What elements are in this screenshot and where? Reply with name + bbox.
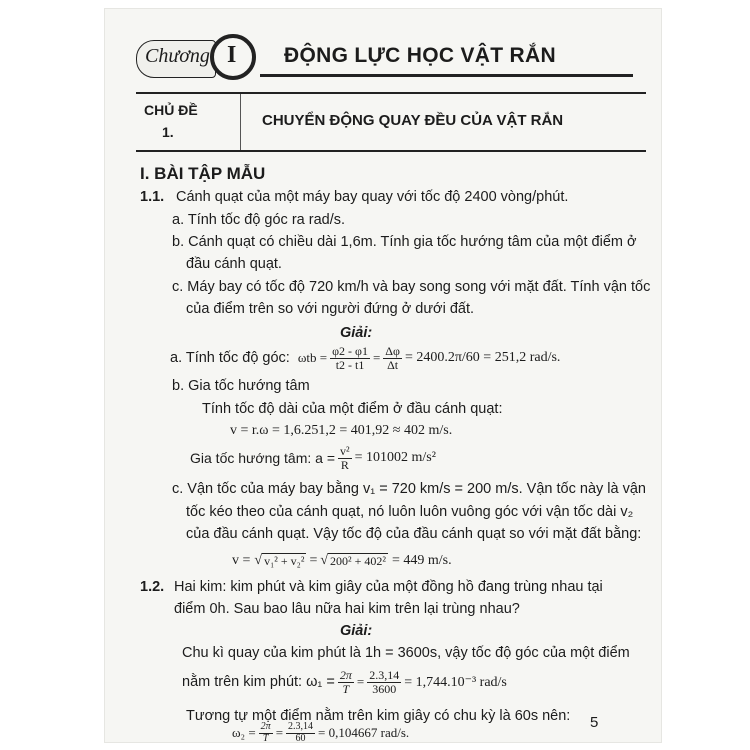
chu-de-number: 1.	[162, 124, 174, 140]
fraction-dphi-dt	[330, 345, 370, 371]
omega-tb: ωtb =	[297, 350, 328, 365]
fraction-2pi-t-2	[259, 722, 273, 744]
solution-a-equation	[170, 338, 560, 378]
problem-1-1-c-line2: của điểm trên so với người đứng ở dưới đất.	[186, 301, 475, 317]
solution-a-label: a. Tính tốc độ góc:	[170, 350, 290, 366]
fraction-numerator: v²	[340, 443, 350, 458]
solution-b-equation-1: v = r.ω = 1,6.251,2 = 401,92 ≈ 402 m/s.	[230, 423, 453, 438]
chapter-header	[136, 38, 636, 84]
equals-sign: =	[275, 725, 284, 740]
problem-1-2-text-line2: điểm 0h. Sau bao lâu nữa hai kim trên lại trùng nhau?	[174, 601, 520, 617]
problem-1-2-number: 1.2.	[140, 579, 165, 595]
chuong-word: Chương	[145, 45, 210, 67]
fraction-delta	[383, 345, 402, 371]
sqrt-expression-1: v₁² + v₂²	[264, 554, 305, 568]
fraction-denominator: t2 - t1	[335, 357, 365, 372]
problem-1-1-number: 1.1.	[140, 189, 165, 205]
fraction-numerator: 2.3,14	[369, 667, 400, 682]
fraction-2pi-t	[338, 669, 354, 695]
omega2-result: = 0,104667 rad/s.	[318, 725, 410, 740]
solution-b-text: Tính tốc độ dài của một điểm ở đầu cánh quạt:	[202, 401, 503, 417]
fraction-numerator: 2π	[339, 667, 352, 682]
problem-1-1-c-line1: c. Máy bay có tốc độ 720 km/h và bay song song với mặt đất. Tính vận tốc	[172, 279, 651, 295]
solution-c-equation: v = √ v₁² + v₂² = √ 200² + 402² = 449 m/s.	[232, 553, 452, 568]
problem-1-1-text: Cánh quạt của một máy bay quay với tốc độ 2400 vòng/phút.	[176, 189, 569, 205]
problem-1-1-b-line1: b. Cánh quạt có chiều dài 1,6m. Tính gia tốc hướng tâm của một điểm ở	[172, 234, 637, 250]
fraction-numerator: φ2 - φ1	[332, 343, 368, 358]
solution-c-line1: c. Vận tốc của máy bay bằng v₁ = 720 km/s = 200 m/s. Vận tốc này là vận	[172, 481, 646, 497]
solution-1-2-omega2-line	[232, 718, 409, 748]
solution-heading-1-2: Giải:	[340, 623, 373, 639]
sqrt-expression-2: 200² + 402²	[330, 554, 386, 568]
fraction-v2-r	[338, 445, 352, 471]
problem-1-1-a: a. Tính tốc độ góc ra rad/s.	[172, 212, 346, 228]
omega2-label: ω₂ =	[232, 725, 256, 740]
solution-b-equation-2	[190, 436, 436, 480]
speed-result: = 449 m/s.	[392, 553, 452, 568]
equals-sign: =	[356, 674, 365, 689]
fraction-denominator: T	[342, 681, 350, 696]
fraction-denominator: R	[340, 457, 349, 472]
fraction-denominator: T	[262, 732, 269, 744]
chapter-title: ĐỘNG LỰC HỌC VẬT RẮN	[284, 44, 556, 67]
page-number: 5	[590, 714, 599, 731]
fraction-denominator: 60	[295, 732, 306, 744]
fraction-numerator: 2.3,14	[288, 721, 314, 732]
solution-c-line3: của đầu cánh quạt. Vậy tốc độ của đầu cánh quạt so với mặt đất bằng:	[186, 526, 642, 542]
chu-de-label: CHỦ ĐỀ	[144, 102, 198, 118]
omega1-label: nằm trên kim phút: ω₁ =	[182, 674, 335, 690]
chapter-number: I	[227, 42, 237, 68]
fraction-denominator: Δt	[387, 357, 399, 372]
solution-c-line2: tốc kéo theo của cánh quạt, nó luôn luôn vuông góc với vận tốc dài v₂	[186, 504, 634, 520]
problem-1-1-b-line2: đầu cánh quạt.	[186, 256, 282, 272]
chapter-underline	[260, 74, 633, 77]
solution-a-result: = 2400.2π/60 = 251,2 rad/s.	[404, 350, 561, 365]
solution-1-2-line3: Tương tự một điểm nằm trên kim giây có chu kỳ là 60s nên:	[186, 708, 571, 724]
topic-box-divider	[240, 94, 241, 150]
centripetal-label: Gia tốc hướng tâm: a =	[190, 450, 336, 466]
solution-1-2-line1: Chu kì quay của kim phút là 1h = 3600s, vậy tốc độ góc của một điểm	[182, 645, 630, 661]
omega1-result: = 1,744.10⁻³ rad/s	[404, 674, 507, 690]
equals-sign: =	[372, 350, 381, 365]
topic-title: CHUYỂN ĐỘNG QUAY ĐỀU CỦA VẬT RẮN	[262, 112, 564, 129]
book-page	[104, 8, 662, 743]
solution-heading-1-1: Giải:	[340, 325, 373, 341]
fraction-numerator: Δφ	[385, 343, 400, 358]
equals-sign: =	[309, 553, 318, 568]
fraction-numerator: 2π	[260, 721, 271, 732]
speed-label: v =	[232, 553, 251, 568]
solution-b-title: b. Gia tốc hướng tâm	[172, 378, 310, 394]
solution-1-2-omega1	[182, 662, 507, 702]
fraction-value-2	[286, 722, 315, 744]
topic-box	[136, 92, 646, 152]
fraction-denominator: 3600	[372, 681, 397, 696]
fraction-value	[367, 669, 401, 695]
section-title: I. BÀI TẬP MẪU	[140, 164, 266, 183]
problem-1-2-text-line1: Hai kim: kim phút và kim giây của một đồng hồ đang trùng nhau tại	[174, 579, 603, 595]
centripetal-result: = 101002 m/s²	[354, 450, 436, 465]
